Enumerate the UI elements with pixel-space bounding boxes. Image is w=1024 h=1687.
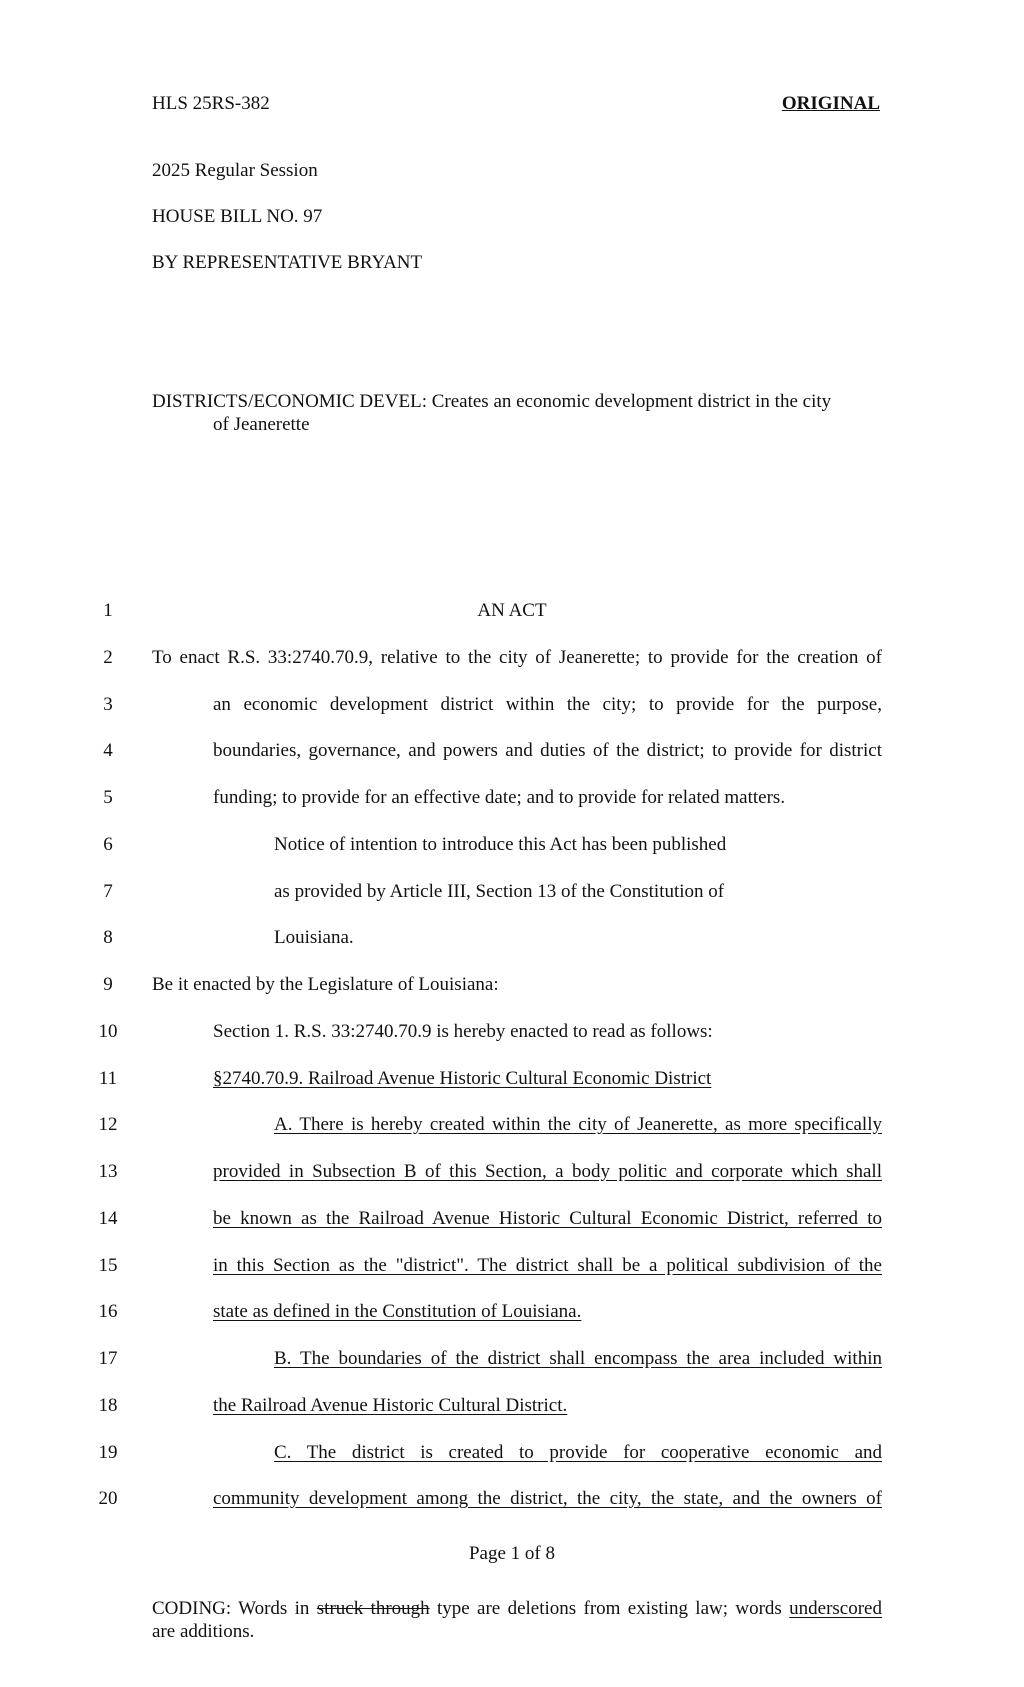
coding-line-1: CODING: Words in struck through type are deletions from existing law; words underscored xyxy=(152,1598,882,1619)
title-line: To enact R.S. 33:2740.70.9, relative to the city of Jeanerette; to provide for the creation of xyxy=(152,647,882,668)
line-number: 8 xyxy=(103,927,113,948)
line-number: 1 xyxy=(103,600,113,621)
section-heading: §2740.70.9. Railroad Avenue Historic Cultural Economic District xyxy=(213,1068,712,1089)
notice-line: as provided by Article III, Section 13 of the Constitution of xyxy=(274,881,725,902)
version-status: ORIGINAL xyxy=(781,93,880,114)
line-number: 16 xyxy=(98,1301,118,1322)
line-number: 19 xyxy=(98,1442,118,1463)
line-number: 20 xyxy=(98,1488,118,1509)
statute-line: B. The boundaries of the district shall encompass the area included within xyxy=(274,1348,882,1369)
statute-line: community development among the district, the city, the state, and the owners of xyxy=(213,1488,882,1509)
digest-line-2: of Jeanerette xyxy=(213,414,310,435)
line-number: 7 xyxy=(103,881,113,902)
statute-line: A. There is hereby created within the city of Jeanerette, as more specifically xyxy=(274,1114,882,1135)
line-number: 12 xyxy=(98,1114,118,1135)
statute-line: provided in Subsection B of this Section, a body politic and corporate which shall xyxy=(213,1161,882,1182)
session-label: 2025 Regular Session xyxy=(152,160,318,181)
bill-code: HLS 25RS-382 xyxy=(152,93,270,114)
statute-line: be known as the Railroad Avenue Historic Cultural Economic District, referred to xyxy=(213,1208,882,1229)
digest-summary xyxy=(152,390,882,436)
act-heading: AN ACT xyxy=(477,600,547,621)
bill-number: HOUSE BILL NO. 97 xyxy=(152,206,323,227)
line-number: 10 xyxy=(98,1021,118,1042)
digest-line-1: DISTRICTS/ECONOMIC DEVEL: Creates an economic development district in the city xyxy=(152,391,832,412)
notice-line: Louisiana. xyxy=(274,927,354,948)
underscored-sample: underscored xyxy=(789,1598,882,1619)
title-line: funding; to provide for an effective date; and to provide for related matters. xyxy=(213,787,786,808)
bill-author: BY REPRESENTATIVE BRYANT xyxy=(152,252,423,273)
line-number: 18 xyxy=(98,1395,118,1416)
line-number: 13 xyxy=(98,1161,118,1182)
title-line: boundaries, governance, and powers and duties of the district; to provide for district xyxy=(213,740,882,761)
notice-line: Notice of intention to introduce this Act has been published xyxy=(274,834,727,855)
line-number: 6 xyxy=(103,834,113,855)
line-number: 11 xyxy=(98,1068,118,1089)
section-intro: Section 1. R.S. 33:2740.70.9 is hereby enacted to read as follows: xyxy=(213,1021,713,1042)
line-number: 15 xyxy=(98,1255,118,1276)
coding-line-2: are additions. xyxy=(152,1621,255,1642)
struck-through-sample: struck through xyxy=(316,1598,430,1619)
line-number: 14 xyxy=(98,1208,118,1229)
line-number: 2 xyxy=(103,647,113,668)
enacting-clause: Be it enacted by the Legislature of Louisiana: xyxy=(152,974,499,995)
statute-line: in this Section as the "district". The district shall be a political subdivision of the xyxy=(213,1255,882,1276)
coding-legend xyxy=(152,1597,882,1643)
statute-line: the Railroad Avenue Historic Cultural District. xyxy=(213,1395,568,1416)
title-line: an economic development district within the city; to provide for the purpose, xyxy=(213,694,882,715)
statute-line: C. The district is created to provide for cooperative economic and xyxy=(274,1442,882,1463)
line-number: 4 xyxy=(103,740,113,761)
statute-line: state as defined in the Constitution of Louisiana. xyxy=(213,1301,582,1322)
line-number: 3 xyxy=(103,694,113,715)
line-number: 5 xyxy=(103,787,113,808)
line-number: 9 xyxy=(103,974,113,995)
page-indicator: Page 1 of 8 xyxy=(468,1543,555,1564)
line-number: 17 xyxy=(98,1348,118,1369)
